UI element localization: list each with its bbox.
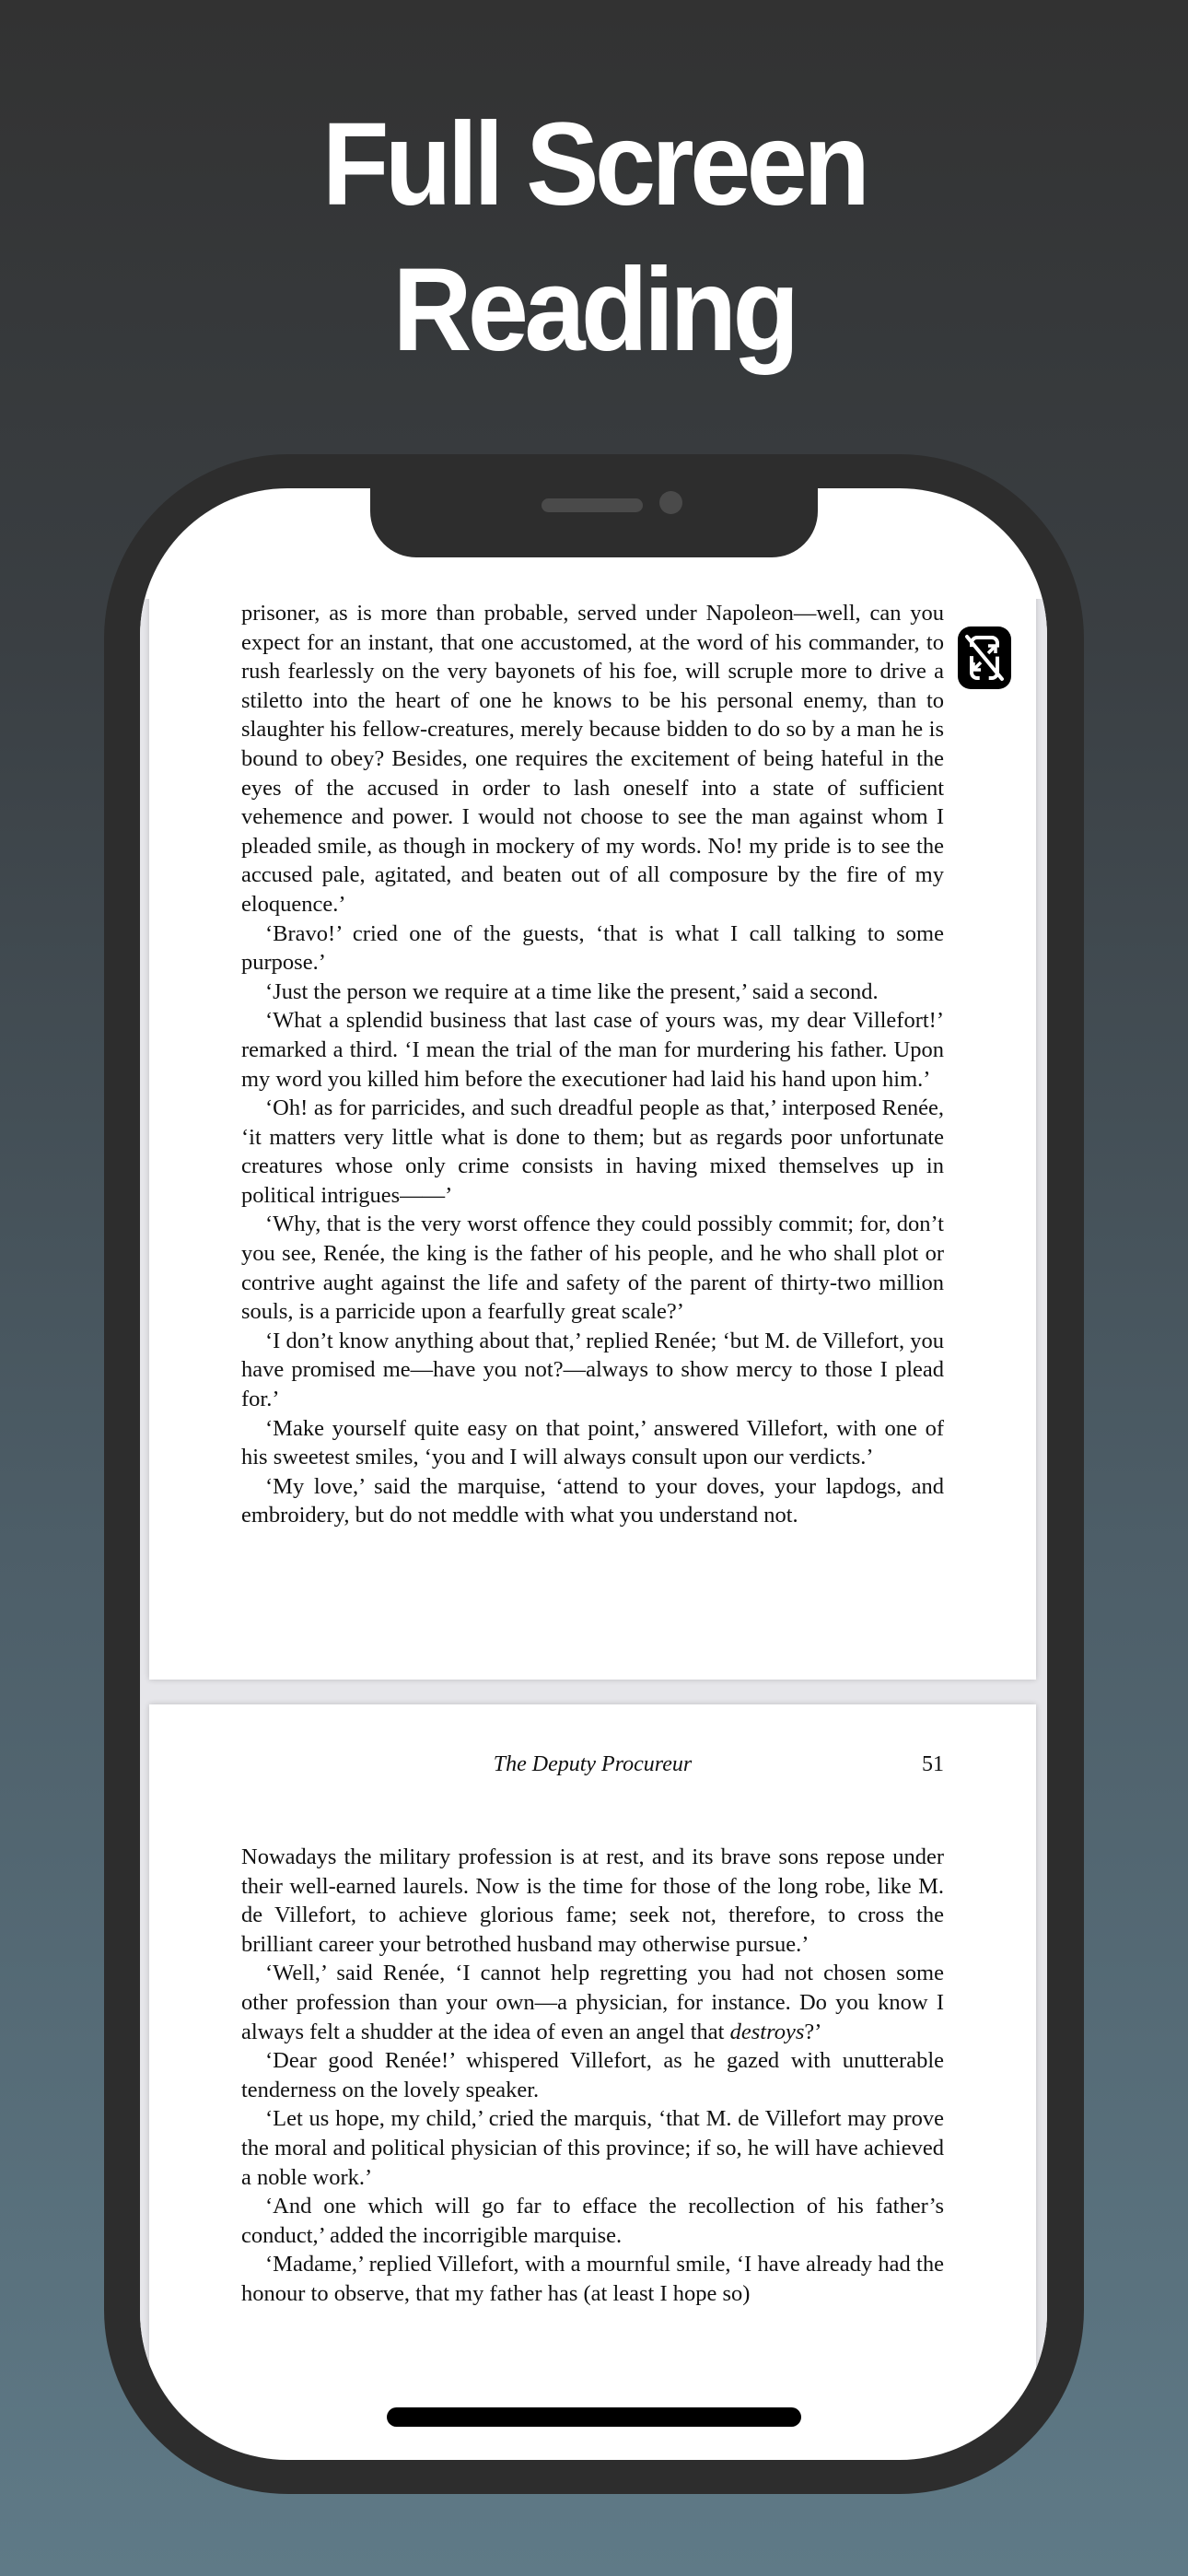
paragraph: ‘Madame,’ replied Villefort, with a mournful smile, ‘I have already had the honour to observe, that my father has (at least I hope so) <box>241 2252 944 2306</box>
reader-view[interactable] <box>140 599 1047 2368</box>
paragraph: ‘I don’t know anything about that,’ replied Renée; ‘but M. de Villefort, you have promised me—have you not?—always to show mercy to those I plead for.’ <box>241 1328 944 1412</box>
page-body <box>241 1843 944 2309</box>
headline-line-2: Reading <box>392 244 796 376</box>
exit-fullscreen-button[interactable] <box>958 626 1011 689</box>
paragraph: Nowadays the military profession is at rest, and its brave sons repose under their well-earned laurels. Now is the time for those of the long robe, like M. de Villefort, to achieve glorious fame; seek not, therefore, to cross the brilliant career your betrothed husband may otherwise pursue.’ <box>241 1844 944 1957</box>
paragraph: ‘Why, that is the very worst offence they could possibly commit; for, don’t you see, Renée, the king is the father of his people, and he who shall plot or contrive aught against the life and safety of the parent of thirty-two million souls, is a parricide upon a fearfully great scale?’ <box>241 1212 944 1325</box>
paragraph: ‘Make yourself quite easy on that point,’ answered Villefort, with one of his sweetest smiles, ‘you and I will always consult upon our verdicts.’ <box>241 1415 944 1470</box>
paragraph: ‘Oh! as for parricides, and such dreadful people as that,’ interposed Renée, ‘it matters very little what is done to them; but as regards poor unfortunate creatures whose only crime consists in having mixed themselves up in political intrigues——’ <box>241 1095 944 1208</box>
paragraph: prisoner, as is more than probable, served under Napoleon—well, can you expect for an instant, that one accustomed, at the word of his commander, to rush fearlessly on the very bayonets of his foe, will scruple more to drive a stiletto into the heart of one he knows to be his personal enemy, than to slaughter his fellow-creatures, merely because bidden to do so by a man he is bound to obey? Besides, one requires the excitement of being hateful in the eyes of the accused in order to lash oneself into a state of sufficient vehemence and power. I would not choose to see the man against whom I pleaded smile, as though in mockery of my words. No! my pride is to see the accused pale, agitated, and beaten out of all composure by the fire of my eloquence.’ <box>241 601 944 917</box>
speaker-grille <box>542 498 643 512</box>
front-camera <box>659 491 682 514</box>
paragraph: ‘My love,’ said the marquise, ‘attend to your doves, your lapdogs, and embroidery, but do not meddle with what you understand not. <box>241 1473 944 1528</box>
page-body <box>241 599 944 1530</box>
headline <box>0 92 1188 383</box>
paragraph: ‘Bravo!’ cried one of the guests, ‘that is what I call talking to some purpose.’ <box>241 920 944 976</box>
paragraph: ‘Dear good Renée!’ whispered Villefort, as he gazed with unutterable tenderness on the lovely speaker. <box>241 2048 944 2102</box>
running-head <box>241 1752 944 1782</box>
italic-word: destroys <box>729 2019 805 2044</box>
phone-frame <box>104 454 1084 2494</box>
running-title: The Deputy Procureur <box>493 1752 693 1776</box>
paragraph: ‘What a splendid business that last case of yours was, my dear Villefort!’ remarked a third. ‘I mean the trial of the man for murdering his father. Upon my word you killed him before the executioner had laid his hand upon him.’ <box>241 1008 944 1092</box>
paragraph: ‘Let us hope, my child,’ cried the marquis, ‘that M. de Villefort may prove the moral and political physician of this province; if so, he will have achieved a noble work.’ <box>241 2106 944 2190</box>
book-page <box>149 1704 1036 2368</box>
paragraph: ‘Well,’ said Renée, ‘I cannot help regretting you had not chosen some other profession than your own—a physician, for instance. Do you know I always felt a shudder at the idea of even an angel that destroys?’ <box>241 1961 944 2044</box>
phone-screen <box>140 488 1047 2460</box>
page-number: 51 <box>922 1752 944 1776</box>
home-indicator[interactable] <box>387 2407 801 2427</box>
paragraph: ‘Just the person we require at a time like the present,’ said a second. <box>265 978 879 1004</box>
headline-line-1: Full Screen <box>321 99 867 230</box>
paragraph: ‘And one which will go far to efface the recollection of his father’s conduct,’ added the incorrigible marquise. <box>241 2194 944 2248</box>
arrows-diagonal-slash-icon <box>963 633 1006 683</box>
book-page <box>149 599 1036 1680</box>
notch <box>370 488 818 557</box>
